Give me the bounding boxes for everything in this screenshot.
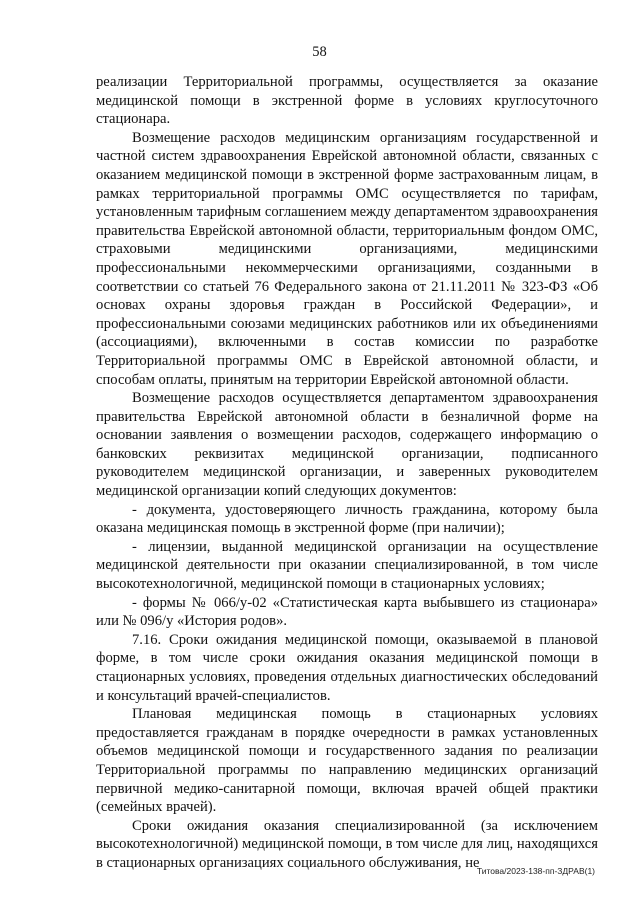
paragraph-expense-reimbursement: Возмещение расходов медицинским организациям государственной и частной систем здравоохранения Еврейской автономной области, связанных с оказанием медицинской помощи в экстренной форме застрахованным лицам, в рамках территориальной программы ОМС осуществляется по тарифам, установленным тарифным соглашением между департаментом здравоохранения правительства Еврейской автономной области, территориальным фондом ОМС, страховыми медицинскими организациями, медицинскими профессиональными некоммерческими организациями, созданными в соответствии со статьей 76 Федерального закона от 21.11.2011 № 323-ФЗ «Об основах охраны здоровья граждан в Российской Федерации», и профессиональными союзами медицинских работников или их объединениями (ассоциациями), включенными в состав комиссии по разработке Территориальной программы ОМС в Еврейской автономной области, и способам оплаты, принятым на территории Еврейской автономной области. (96, 129, 598, 388)
paragraph-continuation: реализации Территориальной программы, осуществляется за оказание медицинской помощи в экстренной форме в условиях круглосуточного стационара. (96, 74, 598, 128)
document-reference: Титова/2023-138-пп-ЗДРАВ(1) (476, 866, 595, 876)
list-item-statistical-form: - формы № 066/у-02 «Статистическая карта выбывшего из стационара» или № 096/у «История родов». (96, 594, 598, 630)
paragraph-waiting-times: Сроки ожидания оказания специализированной (за исключением высокотехнологичной) медицинской помощи, в том числе для лиц, находящихся в стационарных организациях социального обслуживания, не (96, 817, 598, 871)
section-7-16-heading: 7.16. Сроки ожидания медицинской помощи, оказываемой в плановой форме, в том числе сроки ожидания оказания медицинской помощи в стационарных условиях, проведения отдельных диагностических обследований и консультаций врачей-специалистов. (96, 631, 598, 704)
list-item-license: - лицензии, выданной медицинской организации на осуществление медицинской деятельности при оказании специализированной, в том числе высокотехнологичной, медицинской помощи в стационарных условиях; (96, 538, 598, 593)
paragraph-planned-care: Плановая медицинская помощь в стационарных условиях предоставляется гражданам в порядке очередности в рамках установленных объемов медицинской помощи и государственного задания по реализации Территориальной программы по направлению медицинских организаций первичной медико-санитарной помощи, включая врачей общей практики (семейных врачей). (96, 706, 598, 816)
paragraph-reimbursement-procedure: Возмещение расходов осуществляется департаментом здравоохранения правительства Еврейской автономной области в безналичной форме на основании заявления о возмещении расходов, содержащего информацию о банковских реквизитах медицинской организации, подписанного руководителем медицинской организации, и заверенных руководителем медицинской организации копий следующих документов: (96, 390, 598, 500)
page-number: 58 (312, 44, 327, 60)
document-body (96, 73, 598, 873)
list-item-identity-document: - документа, удостоверяющего личность гражданина, которому была оказана медицинская помощь в экстренной форме (при наличии); (96, 501, 598, 537)
